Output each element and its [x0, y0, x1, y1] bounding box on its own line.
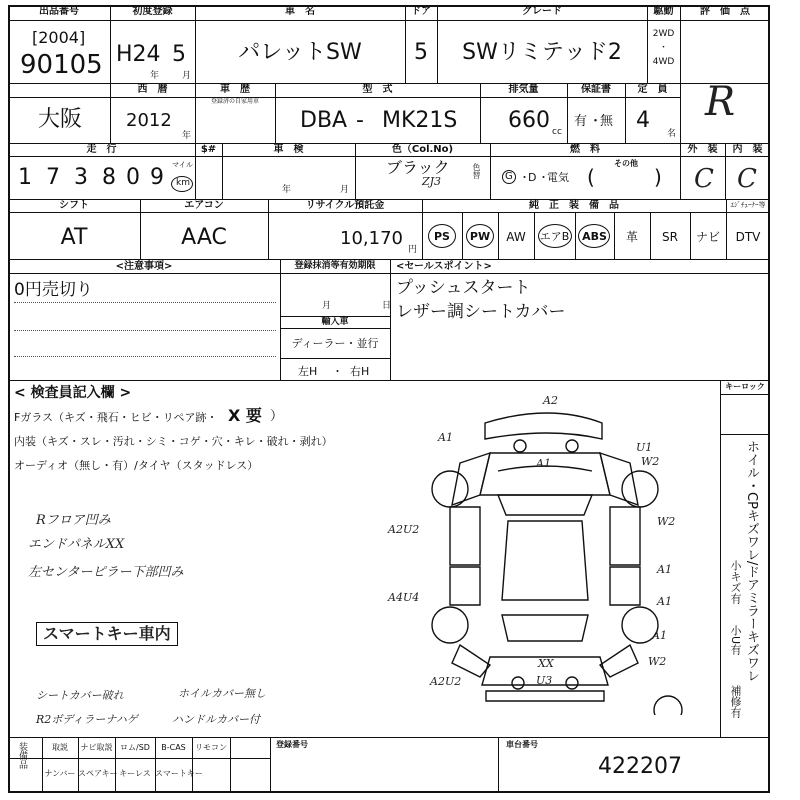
damage-mark: A1: [657, 563, 672, 576]
reg-label: 登録番号: [276, 740, 308, 749]
import-dealer: ディーラー・並行: [291, 337, 379, 350]
inspector-audio: オーディオ（無し・有）/タイヤ（スタッドレス）: [14, 459, 259, 472]
year-ad: 2012: [126, 110, 172, 131]
rule: [390, 259, 391, 380]
color-name: ブラック: [386, 158, 450, 177]
displacement-value: 660: [508, 108, 550, 133]
rule: [8, 273, 770, 274]
type-label: 型 式: [362, 84, 393, 95]
rule: [8, 212, 770, 213]
inspector-title: < 検査員記入欄 >: [14, 385, 132, 401]
chassis-label: 車台番号: [506, 740, 538, 749]
bottom-note: ホイルカバー無し: [178, 687, 266, 700]
steer-sep: ・: [332, 365, 343, 378]
warranty-label: 保証書: [581, 84, 611, 95]
inspector-glass-mark: X 要: [228, 406, 262, 425]
equip-pw: PW: [469, 230, 491, 243]
damage-mark: W2: [648, 655, 667, 668]
footer-item: スペアキー: [78, 769, 118, 778]
rule: [720, 394, 770, 395]
seireki-label: 西 暦: [137, 84, 168, 95]
history-sub: 登録済の自家用車: [210, 98, 259, 105]
fuel-g: G: [505, 171, 513, 182]
footer-item: キーレス: [119, 769, 151, 778]
rule: [110, 5, 111, 143]
note-line: [14, 356, 276, 357]
car-diagram: [420, 395, 710, 715]
year-ad-unit: 年: [182, 131, 192, 141]
car-name: パレットSW: [238, 40, 362, 65]
first-reg-month: 5: [172, 42, 186, 67]
rule: [270, 737, 271, 793]
mileage-unit-mile: マイル: [172, 161, 193, 169]
note-line: [14, 302, 276, 303]
steer-right: 右H: [350, 365, 370, 378]
recycle-unit: 円: [408, 245, 418, 255]
inspector-interior: 内装（キズ・スレ・汚れ・シミ・コゲ・穴・キレ・破れ・剥れ）: [14, 435, 333, 448]
mileage-digit: 9: [150, 165, 164, 190]
rule: [720, 434, 770, 435]
fuel-other-close: ): [654, 165, 662, 189]
capacity-value: 4: [636, 108, 650, 133]
exterior-value: C: [694, 164, 714, 194]
rule: [8, 199, 770, 200]
hand-note: エンドパネルXX: [28, 537, 125, 552]
footer-item: 取説: [52, 743, 68, 752]
exterior-label: 外 装: [687, 144, 718, 155]
valid-day: 日: [382, 301, 392, 311]
interior-label: 内 装: [732, 144, 763, 155]
displacement-unit: cc: [552, 127, 562, 137]
recycle-label: リサイクル預託金: [305, 200, 385, 211]
rule: [8, 20, 770, 21]
lot-year: [2004]: [32, 28, 86, 47]
interior-value: C: [737, 164, 757, 194]
damage-mark: U1: [636, 441, 653, 454]
vertical-sub: 小キズ有: [729, 560, 742, 604]
tuner-label: ｴｼﾞﾁｭｰﾅｰ等: [730, 201, 766, 209]
caution-label: <注意事項>: [115, 261, 173, 272]
equip-leather: 革: [625, 230, 638, 244]
rule: [498, 737, 499, 793]
mileage-label: 走 行: [86, 144, 117, 155]
inspection-month-unit: 月: [340, 185, 350, 195]
history-label: 車 歴: [220, 84, 250, 95]
first-reg-era: H24: [116, 42, 161, 67]
color-label: 色（Col.No): [391, 144, 454, 155]
score-value: R: [705, 79, 736, 125]
drive-2wd: 2WD: [652, 29, 675, 39]
chassis-number: 422207: [598, 754, 682, 779]
displacement-label: 排気量: [508, 84, 539, 95]
damage-mark: A2: [543, 394, 558, 407]
rule: [230, 737, 231, 793]
inspector-glass: Fガラス（キズ・飛石・ヒビ・リペア跡・: [14, 411, 218, 424]
inspector-glass-end: ）: [270, 409, 284, 424]
drive-sep: ・: [658, 43, 668, 53]
grade-label: グレード: [522, 6, 562, 17]
fuel-other-label: その他: [614, 159, 638, 168]
rule: [8, 259, 770, 260]
footer-item: ナビ取説: [80, 743, 113, 752]
ac-value: AAC: [181, 225, 227, 250]
vertical-note: ホイル・CPキズワレ/ドアミラーキズワレ: [744, 440, 759, 683]
damage-mark: A1: [652, 629, 667, 642]
damage-mark: A2U2: [388, 523, 420, 536]
damage-mark: A1: [536, 457, 551, 470]
equip-label: 純 正 装 備 品: [529, 200, 619, 211]
fuel-elec: 電気: [547, 171, 569, 184]
valid-label: 登録抹消等有効期限: [294, 261, 376, 271]
damage-mark: A1: [438, 431, 453, 444]
shift-label: シフト: [59, 200, 89, 211]
rule: [8, 97, 680, 98]
hand-note: 左センターピラー下部凹み: [28, 565, 184, 580]
model-dash: -: [356, 108, 364, 133]
smart-key-note: スマートキー車内: [36, 622, 178, 646]
ac-label: エアコン: [184, 200, 224, 211]
equip-abs: ABS: [582, 230, 607, 243]
fuel-sep: ・: [538, 171, 549, 184]
rule: [8, 143, 770, 144]
inspection-label: 車 検: [273, 144, 304, 155]
color-code: ZJ3: [422, 175, 442, 188]
equip-navi: ナビ: [695, 230, 720, 244]
fuel-d: D: [528, 171, 537, 184]
mileage-digit: 1: [18, 165, 32, 190]
hand-note: Rフロア凹み: [36, 513, 111, 528]
sharp-label: $#: [200, 144, 217, 155]
recycle-value: 10,170: [340, 228, 403, 249]
mileage-digit: 8: [102, 165, 116, 190]
rule: [280, 358, 390, 359]
footer-equip-label: 装備品: [17, 742, 27, 769]
damage-mark: W2: [657, 515, 676, 528]
damage-mark: U3: [536, 674, 553, 687]
valid-month: 月: [322, 301, 332, 311]
equip-dtv: DTV: [735, 230, 761, 244]
damage-mark: A2U2: [430, 675, 462, 688]
first-reg-label: 初度登録: [132, 6, 173, 17]
lot-label: 出品番号: [39, 6, 79, 17]
year-unit: 年: [150, 71, 160, 81]
model-prefix: DBA: [300, 108, 348, 133]
lot-number: 90105: [20, 50, 103, 80]
rule: [680, 5, 681, 143]
steer-left: 左H: [298, 365, 318, 378]
warranty-sep: ・: [589, 114, 603, 129]
warranty-yes: 有: [574, 114, 588, 129]
damage-mark: A4U4: [388, 591, 420, 604]
rule: [280, 328, 390, 329]
rule: [8, 156, 770, 157]
fuel-label: 燃 料: [570, 144, 600, 155]
sales-label: <セールスポイント>: [396, 261, 492, 272]
keylock-label: キーロック: [725, 382, 765, 391]
doors-value: 5: [414, 40, 428, 65]
damage-mark: W2: [641, 455, 660, 468]
doors-label: ドア: [411, 6, 431, 17]
grade-value: SWリミテッド2: [462, 40, 622, 65]
drive-4wd: 4WD: [652, 57, 675, 67]
equip-aw: AW: [506, 230, 526, 244]
bottom-note: ハンドルカバー付: [172, 713, 260, 726]
model-code: MK21S: [382, 108, 458, 133]
footer-item: ロム/SD: [120, 743, 150, 752]
fuel-other-open: (: [587, 165, 595, 189]
warranty-no: 無: [600, 114, 614, 129]
caution-text: 0円売切り: [14, 280, 93, 300]
sales-point: レザー調シートカバー: [396, 302, 566, 322]
footer-item: B-CAS: [161, 743, 186, 752]
car-name-label: 車 名: [285, 6, 315, 17]
capacity-label: 定 員: [637, 84, 668, 95]
import-label: 輸入車: [321, 317, 349, 327]
drive-label: 駆動: [653, 6, 674, 17]
rule: [8, 380, 770, 381]
mileage-digit: 3: [74, 165, 88, 190]
mileage-unit-km: km: [176, 178, 190, 188]
note-line: [14, 330, 276, 331]
equip-airbag: エアB: [539, 230, 570, 243]
equip-ps: PS: [434, 230, 450, 243]
color-change: 色替: [472, 163, 481, 179]
shift-value: AT: [60, 225, 88, 250]
vertical-sub: 小U有: [729, 625, 742, 656]
footer-item: リモコン: [195, 743, 227, 752]
bottom-note: R2ボディラーナハゲ: [36, 713, 138, 726]
score-label: 評 価 点: [700, 6, 750, 17]
sales-point: プッシュスタート: [396, 278, 531, 298]
month-unit: 月: [182, 71, 192, 81]
bottom-note: シートカバー破れ: [36, 689, 124, 702]
damage-mark: A1: [657, 595, 672, 608]
capacity-unit: 名: [667, 129, 677, 139]
vertical-sub: 補修有: [729, 685, 742, 718]
mileage-digit: 0: [126, 165, 140, 190]
mileage-digit: 7: [46, 165, 60, 190]
footer-item: ナンバー: [44, 769, 76, 778]
region: 大阪: [38, 107, 83, 132]
fuel-sep: ・: [519, 171, 530, 184]
damage-mark: XX: [538, 657, 554, 670]
inspection-year-unit: 年: [282, 185, 292, 195]
equip-sr: SR: [662, 230, 678, 244]
footer-item: スマートキー: [155, 769, 203, 778]
rule: [8, 737, 770, 738]
